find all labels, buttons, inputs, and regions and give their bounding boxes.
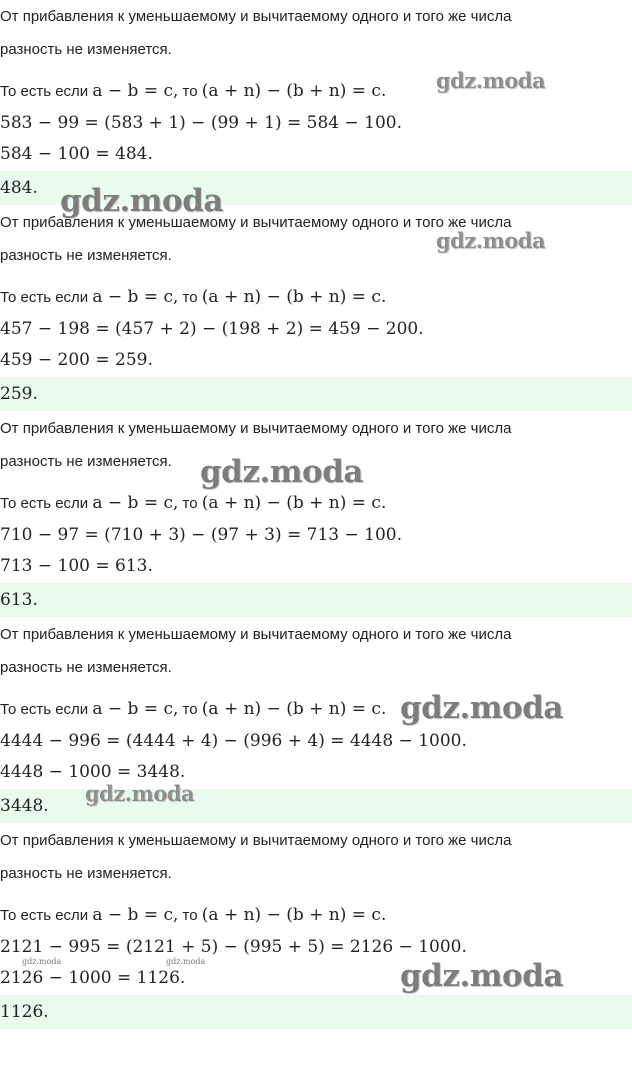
formula-intro-text: То есть если (0, 907, 89, 924)
answer-highlight: 613. (0, 583, 632, 617)
formula-condition: a − b = c, (92, 493, 179, 513)
rule-text-line-1: От прибавления к уменьшаемому и вычитаемому одного и того же числа (0, 8, 512, 25)
formula-result: (a + n) − (b + n) = c. (201, 287, 387, 307)
formula-intro-text: То есть если (0, 83, 89, 100)
watermark: gdz.moda (60, 183, 223, 219)
watermark: gdz.moda (85, 781, 195, 806)
rule-text-line-2: разность не изменяется. (0, 41, 172, 58)
rule-text-line-2: разность не изменяется. (0, 453, 172, 470)
watermark: gdz.moda (436, 228, 546, 253)
rule-formula-line (0, 285, 386, 309)
rule-formula-line (0, 697, 386, 721)
formula-then-word: то (178, 701, 202, 718)
formula-then-word: то (178, 83, 202, 100)
watermark: gdz.moda (22, 957, 62, 966)
calculation-step-2: 713 − 100 = 613. (0, 556, 153, 576)
watermark: gdz.moda (400, 958, 563, 994)
formula-condition: a − b = c, (92, 81, 179, 101)
calculation-step-1: 583 − 99 = (583 + 1) − (99 + 1) = 584 − 100. (0, 113, 402, 133)
formula-condition: a − b = c, (92, 905, 179, 925)
rule-formula-line (0, 79, 386, 103)
rule-formula-line (0, 491, 386, 515)
watermark: gdz.moda (436, 68, 546, 93)
answer-highlight: 484. (0, 171, 632, 205)
calculation-step-1: 2121 − 995 = (2121 + 5) − (995 + 5) = 2126 − 1000. (0, 937, 467, 957)
calculation-step-1: 457 − 198 = (457 + 2) − (198 + 2) = 459 − 200. (0, 319, 424, 339)
formula-result: (a + n) − (b + n) = c. (201, 905, 387, 925)
calculation-step-1: 710 − 97 = (710 + 3) − (97 + 3) = 713 − 100. (0, 525, 402, 545)
formula-then-word: то (178, 289, 202, 306)
formula-then-word: то (178, 907, 202, 924)
rule-text-line-1: От прибавления к уменьшаемому и вычитаемому одного и того же числа (0, 626, 512, 643)
rule-text-line-2: разность не изменяется. (0, 865, 172, 882)
calculation-step-2: 4448 − 1000 = 3448. (0, 762, 186, 782)
answer-highlight: 3448. (0, 789, 632, 823)
formula-intro-text: То есть если (0, 495, 89, 512)
calculation-step-2: 584 − 100 = 484. (0, 144, 153, 164)
formula-condition: a − b = c, (92, 287, 179, 307)
rule-text-line-1: От прибавления к уменьшаемому и вычитаемому одного и того же числа (0, 420, 512, 437)
rule-text-line-2: разность не изменяется. (0, 659, 172, 676)
watermark: gdz.moda (200, 454, 363, 490)
formula-intro-text: То есть если (0, 701, 89, 718)
rule-text-line-1: От прибавления к уменьшаемому и вычитаемому одного и того же числа (0, 214, 512, 231)
calculation-step-2: 459 − 200 = 259. (0, 350, 153, 370)
formula-result: (a + n) − (b + n) = c. (201, 699, 387, 719)
rule-formula-line (0, 903, 386, 927)
formula-result: (a + n) − (b + n) = c. (201, 493, 387, 513)
watermark: gdz.moda (166, 957, 206, 966)
watermark: gdz.moda (400, 690, 563, 726)
calculation-step-2: 2126 − 1000 = 1126. (0, 968, 186, 988)
formula-intro-text: То есть если (0, 289, 89, 306)
formula-condition: a − b = c, (92, 699, 179, 719)
formula-then-word: то (178, 495, 202, 512)
answer-highlight: 259. (0, 377, 632, 411)
calculation-step-1: 4444 − 996 = (4444 + 4) − (996 + 4) = 4448 − 1000. (0, 731, 467, 751)
formula-result: (a + n) − (b + n) = c. (201, 81, 387, 101)
rule-text-line-2: разность не изменяется. (0, 247, 172, 264)
rule-text-line-1: От прибавления к уменьшаемому и вычитаемому одного и того же числа (0, 832, 512, 849)
answer-highlight: 1126. (0, 995, 632, 1029)
